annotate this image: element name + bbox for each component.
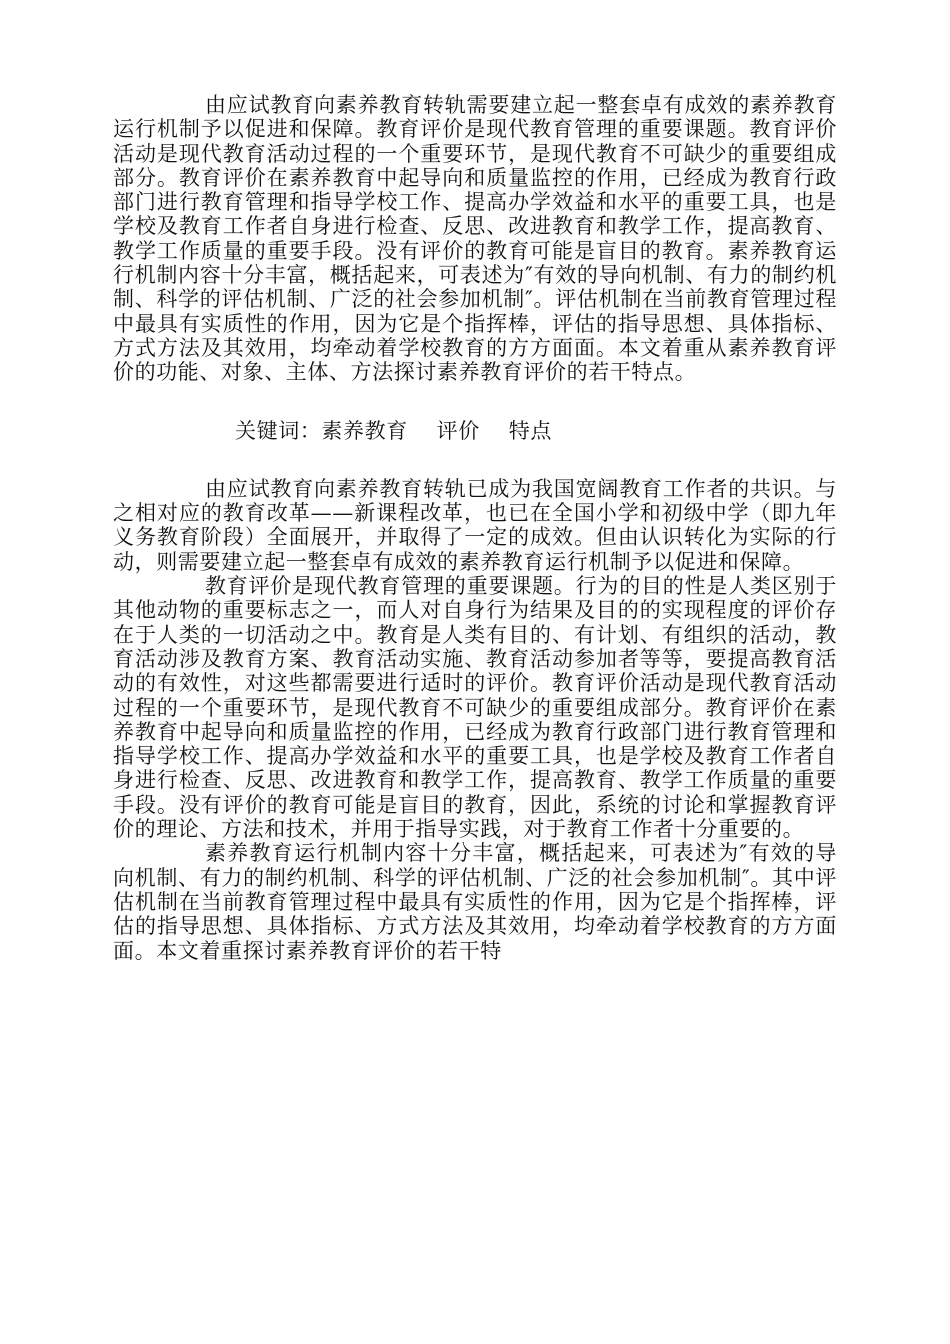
body-paragraph-3: 素养教育运行机制内容十分丰富，概括起来，可表述为″有效的导向机制、有力的制约机制、科学的评估机制、广泛的社会参加机制″。其中评估机制在当前教育管理过程中最具有实质性的作用，因为它是个指挥棒，评估的指导思想、具体指标、方式方法及其效用，均牵动着学校教育的方方面面。本文着重探讨素养教育评价的若干特: [113, 841, 837, 963]
keywords-line: 关键词：素养教育 评价 特点: [235, 418, 552, 443]
body-paragraph-2: 教育评价是现代教育管理的重要课题。行为的目的性是人类区别于其他动物的重要标志之一，而人对自身行为结果及目的的实现程度的评价存在于人类的一切活动之中。教育是人类有目的、有计划、有组织的活动，教育活动涉及教育方案、教育活动实施、教育活动参加者等等，要提高教育活动的有效性，对这些都需要进行适时的评价。教育评价活动是现代教育活动过程的一个重要环节，是现代教育不可缺少的重要组成部分。教育评价在素养教育中起导向和质量监控的作用，已经成为教育行政部门进行教育管理和指导学校工作、提高办学效益和水平的重要工具，也是学校及教育工作者自身进行检查、反思、改进教育和教学工作，提高教育、教学工作质量的重要手段。没有评价的教育可能是盲目的教育，因此，系统的讨论和掌握教育评价的理论、方法和技术，并用于指导实践，对于教育工作者十分重要的。: [113, 574, 837, 842]
document-page: [113, 93, 837, 963]
abstract-paragraph: 由应试教育向素养教育转轨需要建立起一整套卓有成效的素养教育运行机制予以促进和保障。教育评价是现代教育管理的重要课题。教育评价活动是现代教育活动过程的一个重要环节，是现代教育不可缺少的重要组成部分。教育评价在素养教育中起导向和质量监控的作用，已经成为教育行政部门进行教育管理和指导学校工作、提高办学效益和水平的重要工具，也是学校及教育工作者自身进行检查、反思、改进教育和教学工作，提高教育、教学工作质量的重要手段。没有评价的教育可能是盲目的教育。素养教育运行机制内容十分丰富，概括起来，可表述为″有效的导向机制、有力的制约机制、科学的评估机制、广泛的社会参加机制″。评估机制在当前教育管理过程中最具有实质性的作用，因为它是个指挥棒，评估的指导思想、具体指标、方式方法及其效用，均牵动着学校教育的方方面面。本文着重从素养教育评价的功能、对象、主体、方法探讨素养教育评价的若干特点。: [113, 93, 837, 385]
body-paragraph-1: 由应试教育向素养教育转轨已成为我国宽阔教育工作者的共识。与之相对应的教育改革——新课程改革，也已在全国小学和初级中学（即九年义务教育阶段）全面展开，并取得了一定的成效。但由认识转化为实际的行动，则需要建立起一整套卓有成效的素养教育运行机制予以促进和保障。: [113, 476, 837, 574]
